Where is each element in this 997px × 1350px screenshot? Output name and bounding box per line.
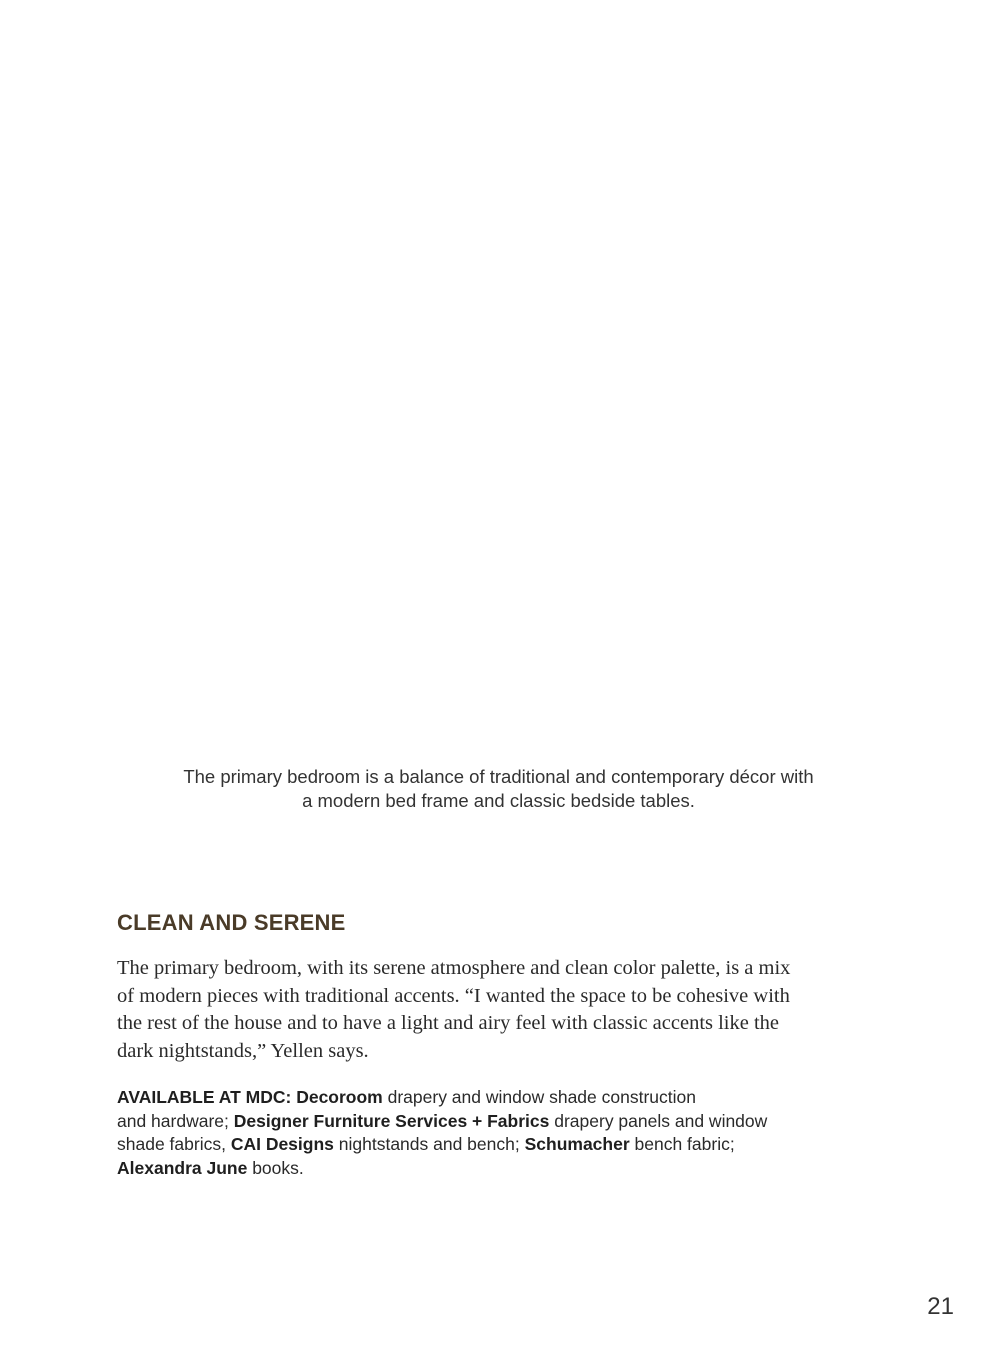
vendor-name: Alexandra June bbox=[117, 1157, 248, 1178]
vendor-name: Schumacher bbox=[524, 1134, 630, 1154]
body-line: of modern pieces with traditional accents. “I wanted the space to be cohesive with bbox=[117, 984, 790, 1007]
vendor-name: Designer Furniture Services + Fabrics bbox=[233, 1110, 550, 1131]
credits-text: drapery panels and window bbox=[549, 1110, 768, 1131]
credits-line bbox=[117, 1086, 897, 1110]
credits-line bbox=[117, 1110, 897, 1134]
section-heading: CLEAN AND SERENE bbox=[117, 910, 346, 935]
photo-caption bbox=[100, 765, 897, 813]
credits-label: AVAILABLE AT MDC: bbox=[117, 1087, 292, 1107]
credits-text: drapery and window shade construction bbox=[382, 1087, 696, 1107]
credits-line bbox=[117, 1157, 897, 1181]
credits-text: and hardware; bbox=[117, 1110, 234, 1131]
body-line: The primary bedroom, with its serene atmosphere and clean color palette, is a mix bbox=[117, 957, 791, 979]
credits-line bbox=[117, 1133, 897, 1157]
sources-credits bbox=[117, 1086, 897, 1180]
credits-text: books. bbox=[247, 1157, 304, 1178]
vendor-name: Decoroom bbox=[296, 1087, 383, 1107]
page-number: 21 bbox=[927, 1293, 954, 1320]
caption-line: a modern bed frame and classic bedside tables. bbox=[302, 790, 695, 811]
body-line: dark nightstands,” Yellen says. bbox=[117, 1039, 369, 1062]
credits-text: shade fabrics, bbox=[117, 1134, 231, 1154]
body-line: the rest of the house and to have a light and airy feel with classic accents like the bbox=[117, 1012, 780, 1034]
credits-text: bench fabric; bbox=[629, 1134, 735, 1154]
credits-text: nightstands and bench; bbox=[333, 1134, 525, 1154]
vendor-name: CAI Designs bbox=[230, 1134, 334, 1154]
caption-line: The primary bedroom is a balance of traditional and contemporary décor with bbox=[183, 766, 814, 787]
body-paragraph bbox=[117, 955, 897, 1065]
